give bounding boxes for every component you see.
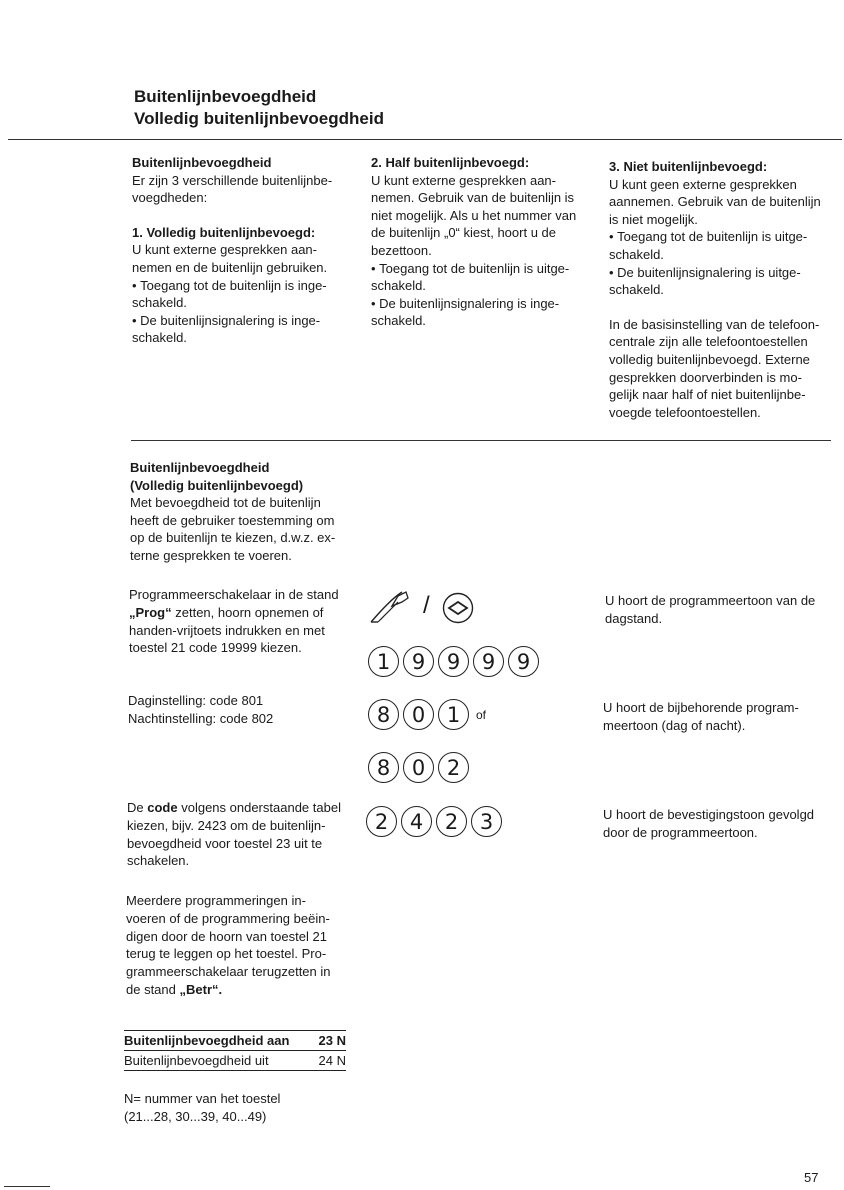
key-1: 1 xyxy=(368,646,399,677)
or-label: of xyxy=(476,707,487,722)
key-8: 8 xyxy=(368,699,399,730)
step2-line-2: Nachtinstelling: code 802 xyxy=(128,710,274,726)
table-row xyxy=(124,1031,346,1050)
key-2: 2 xyxy=(436,806,467,837)
corner-mark xyxy=(4,1186,50,1187)
step2-day-keys xyxy=(368,699,486,730)
table-code: 24 N xyxy=(318,1053,346,1068)
step3-instruction xyxy=(127,799,349,870)
col3-body: U kunt geen externe gesprekken aannemen. Gebruik van de buitenlijn is niet mogelijk. xyxy=(609,176,821,227)
col3-note: In de basisinstelling van de telefoon- centrale zijn alle telefoontoestellen volledig buitenlijnbevoegd. Externe gesprekken doorverbinden is mo- gelijk naar half of niet buitenlijnbe- voegde telefoontoestellen. xyxy=(609,316,820,420)
key-0: 0 xyxy=(403,699,434,730)
step2-line-1: Daginstelling: code 801 xyxy=(128,693,264,708)
key-1: 1 xyxy=(438,699,469,730)
intro-col-3 xyxy=(609,158,831,421)
key-2: 2 xyxy=(438,752,469,783)
col1-subheading: 1. Volledig buitenlijnbevoegd: xyxy=(132,224,316,240)
title-divider xyxy=(8,139,842,140)
code-table xyxy=(124,1030,346,1071)
step1-result: U hoort de programmeertoon van de dagstand. xyxy=(605,593,816,626)
step3-code-keys xyxy=(366,806,502,837)
col1-body: U kunt externe gesprekken aan- nemen en de buitenlijn gebruiken. xyxy=(132,242,328,275)
section-divider xyxy=(131,440,831,441)
col3-bullet-2: • De buitenlijnsignalering is uitge- schakeld. xyxy=(609,264,831,299)
section2-intro xyxy=(130,459,352,565)
section2-heading-1: Buitenlijnbevoegdheid xyxy=(130,460,270,475)
step2-instruction xyxy=(128,692,350,728)
footnote-line-1: N= nummer van het toestel xyxy=(124,1091,281,1106)
col1-text: Er zijn 3 verschillende buitenlijnbe- voegdheden: xyxy=(132,172,333,206)
handset-lift-icon xyxy=(368,588,418,628)
step1-bold: „Prog“ xyxy=(129,604,172,620)
intro-col-2 xyxy=(371,154,591,330)
col3-bullet-1: • Toegang tot de buitenlijn is uitge- schakeld. xyxy=(609,228,831,263)
key-4: 4 xyxy=(401,806,432,837)
speaker-icon xyxy=(442,592,474,624)
key-0: 0 xyxy=(403,752,434,783)
table-row xyxy=(124,1051,346,1070)
step1-icons xyxy=(368,588,488,628)
col2-bullet-1: • Toegang tot de buitenlijn is uitge- schakeld. xyxy=(371,260,591,295)
key-2: 2 xyxy=(366,806,397,837)
step4-instruction xyxy=(126,892,344,999)
key-3: 3 xyxy=(471,806,502,837)
col1-bullet-1: • Toegang tot de buitenlijn is inge- schakeld. xyxy=(132,277,347,312)
step3-bold: code xyxy=(147,800,178,815)
step1-text-b: zetten, hoorn opnemen of handen-vrijtoets indrukken en met toestel 21 code 19999 kiezen. xyxy=(129,604,325,656)
table-code: 23 N xyxy=(318,1033,346,1048)
section2-text: Met bevoegdheid tot de buitenlijn heeft de gebruiker toestemming om op de buitenlijn te kiezen, d.w.z. ex- terne gesprekken te voeren. xyxy=(130,495,336,563)
col3-heading: 3. Niet buitenlijnbevoegd: xyxy=(609,159,768,174)
page-title xyxy=(134,86,384,130)
col2-bullet-2: • De buitenlijnsignalering is inge- schakeld. xyxy=(371,295,591,330)
icon-separator: / xyxy=(423,592,430,619)
step2-result: U hoort de bijbehorende program- meertoon (dag of nacht). xyxy=(603,700,799,733)
table-label: Buitenlijnbevoegdheid uit xyxy=(124,1053,269,1068)
footnote-line-2: (21...28, 30...39, 40...49) xyxy=(124,1108,267,1124)
intro-col-1 xyxy=(132,154,347,347)
step4-bold: „Betr“. xyxy=(179,981,223,997)
page-number: 57 xyxy=(804,1170,819,1185)
table-label: Buitenlijnbevoegdheid aan xyxy=(124,1033,290,1048)
step1-instruction xyxy=(129,586,351,657)
step4-text: Meerdere programmeringen in- voeren of de programmering beëin- digen door de hoorn van toestel 21 terug te leggen op het toestel. Pro- grammeerschakelaar terugzetten in de stand xyxy=(126,893,331,997)
col2-heading: 2. Half buitenlijnbevoegd: xyxy=(371,155,530,170)
section2-heading-2: (Volledig buitenlijnbevoegd) xyxy=(130,477,304,493)
key-9: 9 xyxy=(508,646,539,677)
title-line-2: Volledig buitenlijnbevoegdheid xyxy=(134,109,384,128)
footnote xyxy=(124,1090,364,1126)
step3-text-b: volgens onderstaande tabel kiezen, bijv. 2423 om de buitenlijn- bevoegdheid voor toestel 23 uit te schakelen. xyxy=(127,800,341,869)
step2-night-keys xyxy=(368,752,469,783)
key-9: 9 xyxy=(438,646,469,677)
step3-result: U hoort de bevestigingstoon gevolgd door de programmeertoon. xyxy=(603,807,815,840)
step1-text-a: Programmeerschakelaar in de stand xyxy=(129,587,339,602)
title-line-1: Buitenlijnbevoegdheid xyxy=(134,87,317,106)
step3-text-a: De xyxy=(127,800,144,815)
step1-code-keys xyxy=(368,646,539,677)
col2-body: U kunt externe gesprekken aan- nemen. Gebruik van de buitenlijn is niet mogelijk. Als u het nummer van de buitenlijn „0“ kiest, hoort u de bezettoon. xyxy=(371,172,577,258)
key-9: 9 xyxy=(473,646,504,677)
key-9: 9 xyxy=(403,646,434,677)
key-8: 8 xyxy=(368,752,399,783)
col1-bullet-2: • De buitenlijnsignalering is inge- schakeld. xyxy=(132,312,347,347)
col1-heading: Buitenlijnbevoegdheid xyxy=(132,155,272,170)
